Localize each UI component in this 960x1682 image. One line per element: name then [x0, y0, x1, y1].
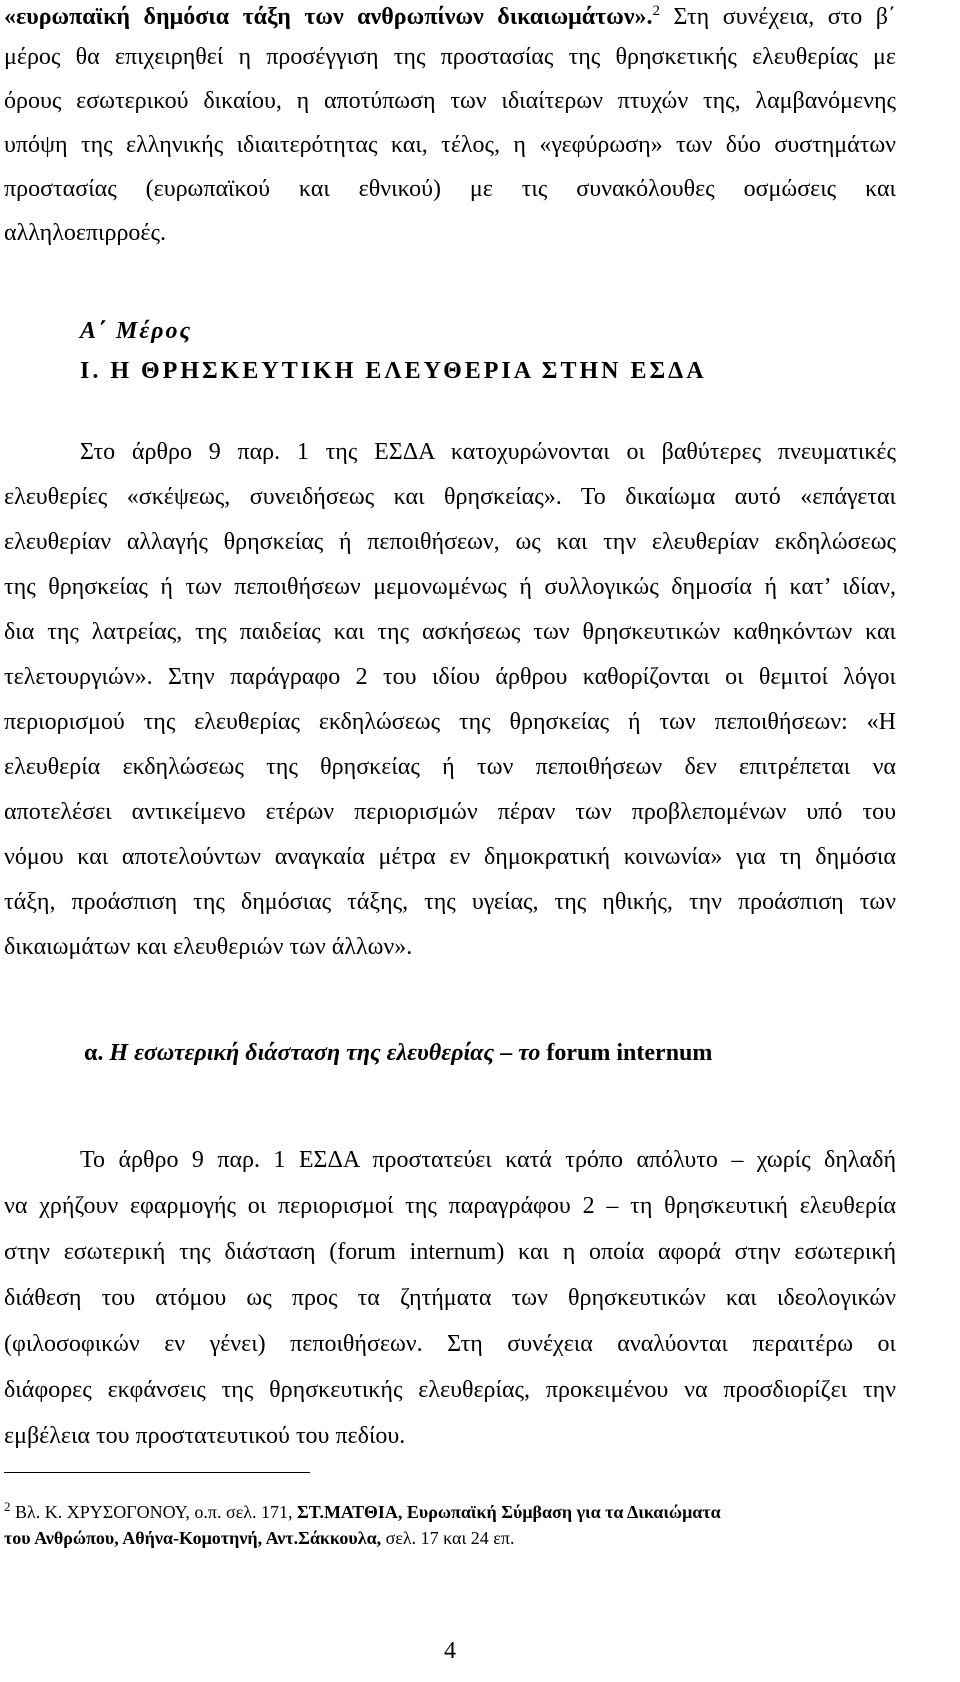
footnote-line-2 — [4, 1526, 896, 1550]
paragraph2-line: διάθεση του ατόμου ως προς τα ζητήματα των θρησκευτικών και ιδεολογικών — [4, 1285, 896, 1311]
subheading — [84, 1038, 712, 1068]
paragraph1-line: ελευθερίες «σκέψεως, συνειδήσεως και θρησκείας». Το δικαίωμα αυτό «επάγεται — [4, 484, 896, 510]
footnote-separator — [4, 1472, 310, 1473]
intro-line-1-rest: Στη συνέχεια, στο β΄ — [660, 4, 896, 30]
subheading-dash: – — [494, 1040, 519, 1066]
intro-line: αλληλοεπιρροές. — [4, 220, 167, 246]
paragraph1-line: Στο άρθρο 9 παρ. 1 της ΕΣΔΑ κατοχυρώνονται οι βαθύτερες πνευματικές — [80, 439, 896, 465]
footnote-citation-bold-2: του Ανθρώπου, Αθήνα-Κομοτηνή, Αντ.Σάκκουλα, — [4, 1528, 382, 1548]
intro-line: υπόψη της ελληνικής ιδιαιτερότητας και, τέλος, η «γεφύρωση» των δύο συστημάτων — [4, 132, 896, 158]
footnote-line-1 — [4, 1500, 896, 1524]
part-heading: Α΄ Μέρος — [80, 318, 193, 344]
footnote-citation-pages: σελ. 17 και 24 επ. — [381, 1528, 515, 1548]
section-heading: Ι. Η ΘΡΗΣΚΕΥΤΙΚΗ ΕΛΕΥΘΕΡΙΑ ΣΤΗΝ ΕΣΔΑ — [80, 358, 707, 384]
paragraph1-line: περιορισμού της ελευθερίας εκδηλώσεως της θρησκείας ή των πεποιθήσεων: «Η — [4, 709, 896, 735]
subheading-to: το — [518, 1040, 541, 1066]
footnote-number: 2 — [4, 1499, 11, 1514]
subheading-prefix: α. — [84, 1040, 110, 1066]
page-number: 4 — [444, 1638, 456, 1664]
paragraph2-line: εμβέλεια του προστατευτικού του πεδίου. — [4, 1423, 406, 1449]
footnote-reference[interactable]: 2 — [652, 3, 660, 19]
intro-line-1 — [4, 2, 896, 32]
intro-line: προστασίας (ευρωπαϊκού και εθνικού) με τις συνακόλουθες οσμώσεις και — [4, 176, 896, 202]
intro-line: μέρος θα επιχειρηθεί η προσέγγιση της προστασίας της θρησκετικής ελευθερίας με — [4, 44, 896, 70]
paragraph1-line: της θρησκείας ή των πεποιθήσεων μεμονωμένως ή συλλογικώς δημοσία ή κατ’ ιδίαν, — [4, 574, 896, 600]
paragraph1-line: δια της λατρείας, της παιδείας και της ασκήσεως των θρησκευτικών καθηκόντων και — [4, 619, 896, 645]
paragraph1-line: δικαιωμάτων και ελευθεριών των άλλων». — [4, 934, 413, 960]
paragraph2-line: διάφορες εκφάνσεις της θρησκευτικής ελευθερίας, προκειμένου να προσδιορίζει την — [4, 1377, 896, 1403]
paragraph1-line: τελετουργιών». Στην παράγραφο 2 του ιδίου άρθρου καθορίζονται οι θεμιτοί λόγοι — [4, 664, 896, 690]
paragraph1-line: τάξη, προάσπιση της δημόσιας τάξης, της υγείας, της ηθικής, την προάσπιση των — [4, 889, 896, 915]
intro-line: όρους εσωτερικού δικαίου, η αποτύπωση των ιδιαίτερων πτυχών της, λαμβανόμενης — [4, 88, 896, 114]
intro-quote: «ευρωπαϊκή δημόσια τάξη των ανθρωπίνων δικαιωμάτων». — [4, 4, 653, 30]
paragraph2-line: να χρήζουν εφαρμογής οι περιορισμοί της παραγράφου 2 – τη θρησκευτική ελευθερία — [4, 1193, 896, 1219]
paragraph2-line: (φιλοσοφικών εν γένει) πεποιθήσεων. Στη συνέχεια αναλύονται περαιτέρω οι — [4, 1331, 896, 1357]
footnote-citation-bold: ΣΤ.ΜΑΤΘΙΑ, Ευρωπαϊκή Σύμβαση για τα Δικαιώματα — [297, 1502, 721, 1522]
footnote-citation-plain: Βλ. Κ. ΧΡΥΣΟΓΟΝΟΥ, ο.π. σελ. 171, — [10, 1502, 297, 1522]
paragraph1-line: ελευθερία εκδηλώσεως της θρησκείας ή των πεποιθήσεων δεν επιτρέπεται να — [4, 754, 896, 780]
subheading-italic: Η εσωτερική διάσταση της ελευθερίας — [109, 1040, 495, 1066]
paragraph1-line: νόμου και αποτελούντων αναγκαία μέτρα εν δημοκρατική κοινωνία» για τη δημόσια — [4, 844, 896, 870]
paragraph2-line: στην εσωτερική της διάσταση (forum internum) και η οποία αφορά στην εσωτερική — [4, 1239, 896, 1265]
paragraph1-line: ελευθερίαν αλλαγής θρησκείας ή πεποιθήσεων, ως και την ελευθερίαν εκδηλώσεως — [4, 529, 896, 555]
subheading-latin: forum internum — [540, 1040, 713, 1066]
paragraph2-line: Το άρθρο 9 παρ. 1 ΕΣΔΑ προστατεύει κατά τρόπο απόλυτο – χωρίς δηλαδή — [80, 1147, 896, 1173]
paragraph1-line: αποτελέσει αντικείμενο ετέρων περιορισμών πέραν των προβλεπομένων υπό του — [4, 799, 896, 825]
